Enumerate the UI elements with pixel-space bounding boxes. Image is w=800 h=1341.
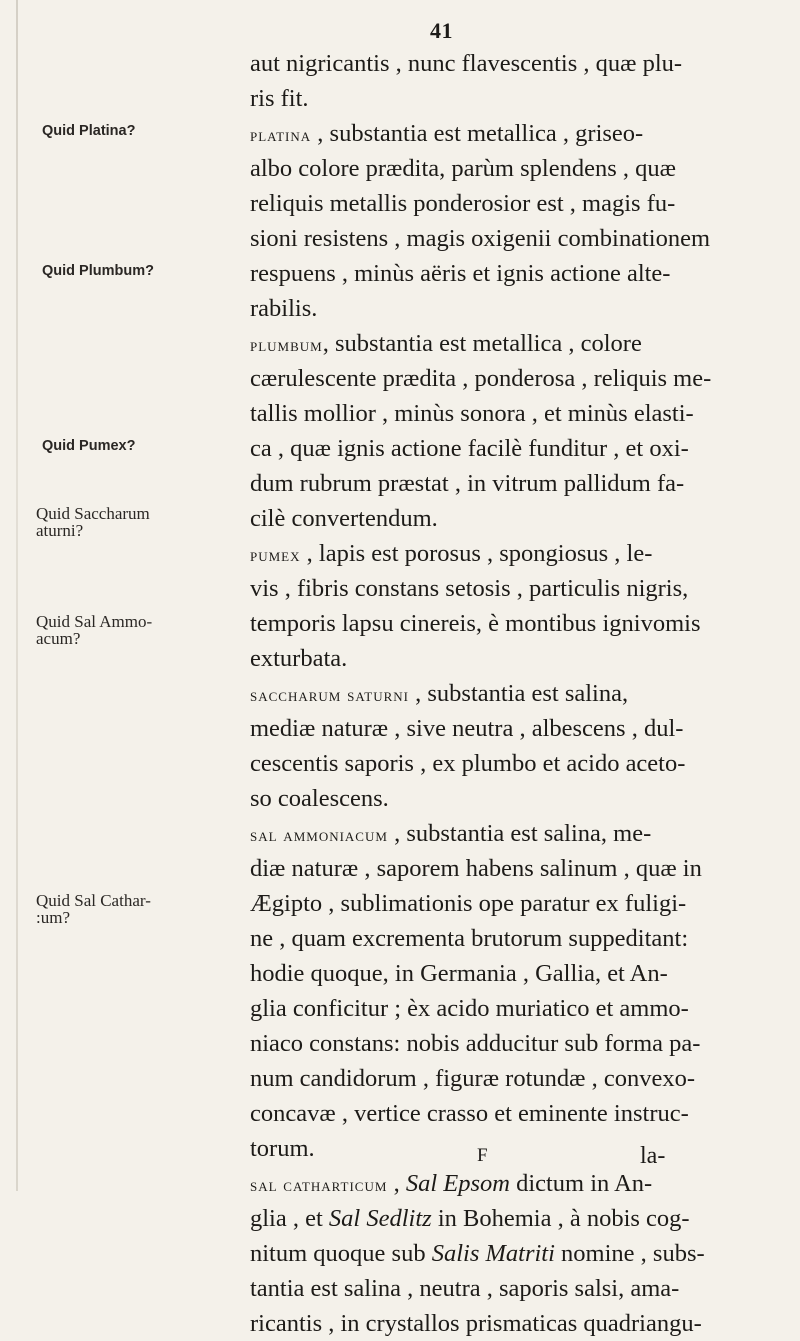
text-span: , substantia est salina, xyxy=(409,680,629,707)
text-line: ricantis , in crystallos prismaticas quadriangu- xyxy=(250,1310,702,1337)
entry-term: plumbum xyxy=(250,335,323,356)
entry-term: pumex xyxy=(250,545,301,566)
text-span: nomine , subs- xyxy=(554,1240,705,1267)
text-line: sioni resistens , magis oxigenii combinationem xyxy=(250,225,710,252)
text-line: temporis lapsu cinereis, è montibus ignivomis xyxy=(250,610,701,637)
text-line: cærulescente prædita , ponderosa , reliquis me- xyxy=(250,365,712,392)
entry-term: platina xyxy=(250,125,312,146)
margin-note-catharticum xyxy=(36,892,151,926)
text-line: aut nigricantis , nunc flavescentis , quæ plu- xyxy=(250,50,683,77)
margin-note-line: Quid Sal Ammo- xyxy=(36,612,153,631)
text-line: concavæ , vertice crasso et eminente instruc- xyxy=(250,1100,689,1127)
entry-term: sal catharticum xyxy=(250,1175,388,1196)
text-line: tallis mollior , minùs sonora , et minùs elasti- xyxy=(250,400,694,427)
text-span: dictum in An- xyxy=(509,1170,653,1197)
italic-term: Salis Matriti xyxy=(431,1240,555,1267)
text-line: mediæ naturæ , sive neutra , albescens , dul- xyxy=(250,715,684,742)
margin-note-plumbum: Quid Plumbum? xyxy=(42,263,154,279)
margin-note-line: Quid Sal Cathar- xyxy=(36,891,151,910)
text-line xyxy=(250,1201,770,1236)
catchword: la- xyxy=(640,1143,666,1169)
main-text xyxy=(250,46,770,1341)
margin-note-ammoniacum xyxy=(36,613,152,647)
text-line xyxy=(250,326,770,361)
text-span: , xyxy=(387,1170,406,1197)
text-line: dum rubrum præstat , in vitrum pallidum fa- xyxy=(250,470,685,497)
text-line xyxy=(250,1236,770,1271)
text-line: glia conficitur ; èx acido muriatico et ammo- xyxy=(250,995,689,1022)
italic-term: Sal Sedlitz xyxy=(328,1205,432,1232)
text-line: cescentis saporis , ex plumbo et acido aceto- xyxy=(250,750,686,777)
text-line: niaco constans: nobis adducitur sub forma pa- xyxy=(250,1030,701,1057)
margin-note-platina: Quid Platina? xyxy=(42,123,136,139)
text-line: so coalescens. xyxy=(250,785,389,812)
text-line: ne , quam excrementa brutorum suppeditant: xyxy=(250,925,689,952)
text-line: diæ naturæ , saporem habens salinum , quæ in xyxy=(250,855,702,882)
margin-note-line: Quid Saccharum xyxy=(36,504,150,523)
text-span: , substantia est metallica , griseo- xyxy=(311,120,644,147)
text-line: cilè convertendum. xyxy=(250,505,438,532)
text-line xyxy=(250,116,770,151)
text-line: hodie quoque, in Germania , Gallia, et An- xyxy=(250,960,668,987)
text-line: respuens , minùs aëris et ignis actione alte- xyxy=(250,260,671,287)
text-line: num candidorum , figuræ rotundæ , convexo- xyxy=(250,1065,696,1092)
page-number: 41 xyxy=(430,18,453,43)
text-line: vis , fibris constans setosis , particulis nigris, xyxy=(250,575,689,602)
text-span: , lapis est porosus , spongiosus , le- xyxy=(300,540,653,567)
margin-note-line: acum? xyxy=(36,629,81,648)
entry-term: sal ammoniacum xyxy=(250,825,388,846)
signature-mark: F xyxy=(477,1145,488,1166)
margin-note-pumex: Quid Pumex? xyxy=(42,438,136,454)
text-line xyxy=(250,676,770,711)
text-line: ca , quæ ignis actione facilè funditur , et oxi- xyxy=(250,435,689,462)
entry-term: saccharum saturni xyxy=(250,685,409,706)
text-line: exturbata. xyxy=(250,645,348,672)
text-line xyxy=(250,536,770,571)
text-line xyxy=(250,1166,770,1201)
text-line: reliquis metallis ponderosior est , magis fu- xyxy=(250,190,676,217)
text-line: albo colore prædita, parùm splendens , quæ xyxy=(250,155,676,182)
text-line: rabilis. xyxy=(250,295,318,322)
margin-note-saccharum xyxy=(36,505,150,539)
text-line: Ægipto , sublimationis ope paratur ex fuligi- xyxy=(250,890,687,917)
text-span: in Bohemia , à nobis cog- xyxy=(431,1205,690,1232)
page-gutter xyxy=(16,0,18,1191)
text-span: nitum quoque sub xyxy=(250,1240,432,1267)
text-span: glia , et xyxy=(250,1205,329,1232)
margin-note-line: aturni? xyxy=(36,521,84,540)
text-line: tantia est salina , neutra , saporis salsi, ama- xyxy=(250,1275,680,1302)
text-line: torum. xyxy=(250,1135,315,1162)
text-line xyxy=(250,816,770,851)
margin-note-line: :um? xyxy=(36,908,70,927)
italic-term: Sal Epsom xyxy=(405,1170,510,1197)
text-line: ris fit. xyxy=(250,85,309,112)
text-span: , substantia est metallica , colore xyxy=(322,330,642,357)
text-span: , substantia est salina, me- xyxy=(387,820,652,847)
